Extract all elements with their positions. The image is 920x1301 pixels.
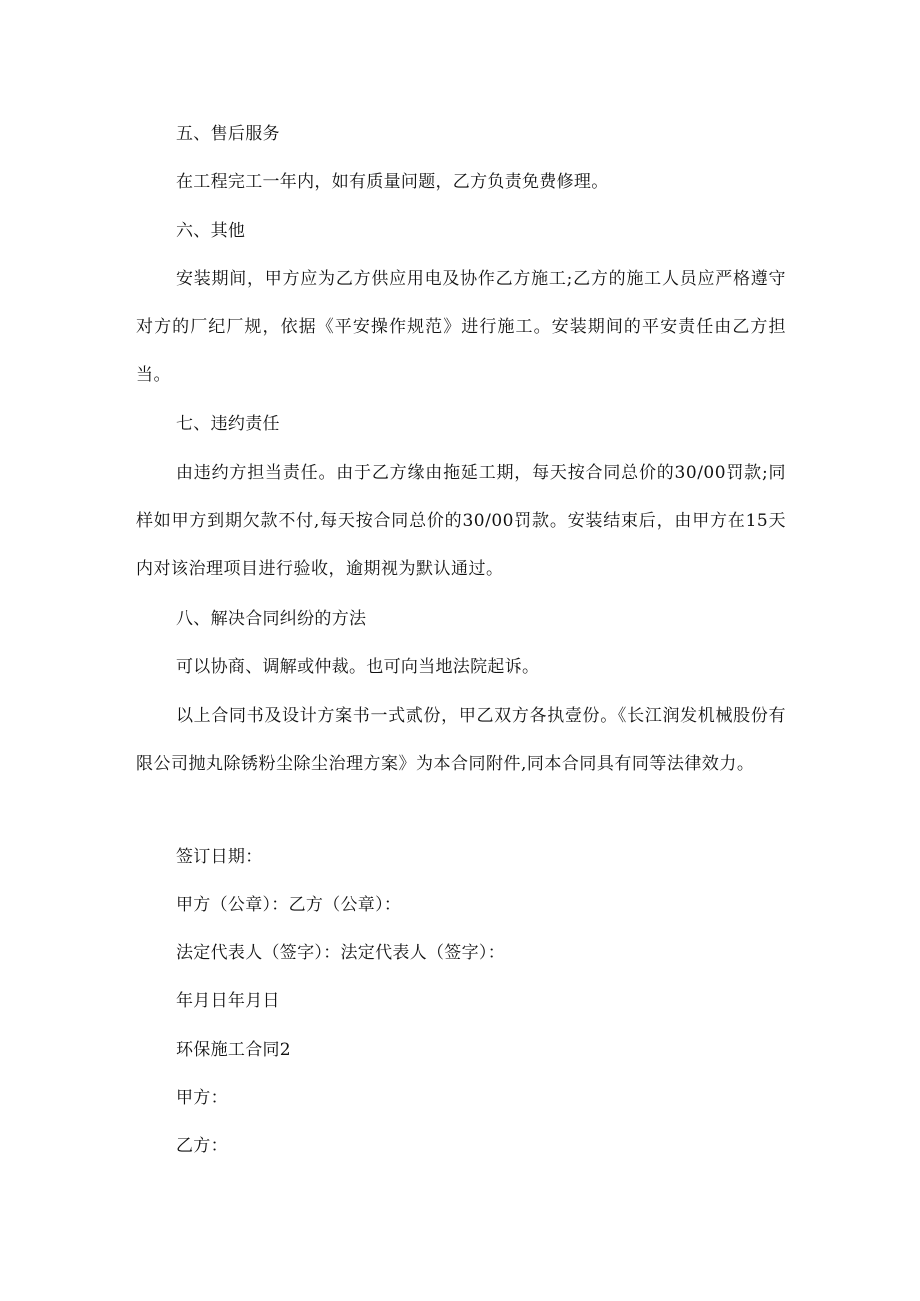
signing-representative-line: 法定代表人（签字）：法定代表人（签字）： — [176, 943, 505, 963]
section-5-heading: 五、售后服务 — [176, 124, 280, 144]
signing-date-line: 年月日年月日 — [176, 991, 280, 1011]
section-5-body: 在工程完工一年内，如有质量问题，乙方负责免费修理。 — [176, 172, 609, 192]
section-7-body: 由违约方担当责任。由于乙方缘由拖延工期，每天按合同总价的30/00罚款;同样如甲方到期欠款不付,每天按合同总价的30/00罚款。安装结束后，由甲方在15天内对该治理项目进行验收，逾期视为默认通过。 — [136, 463, 786, 579]
signing-date-label: 签订日期： — [176, 847, 263, 867]
signing-seal-line: 甲方（公章）：乙方（公章）： — [176, 895, 402, 915]
section-8-heading: 八、解决合同纠纷的方法 — [176, 609, 367, 629]
section-8-body: 可以协商、调解或仲裁。也可向当地法院起诉。 — [176, 657, 540, 677]
next-contract-title: 环保施工合同2 — [176, 1040, 291, 1060]
next-contract-party-b: 乙方： — [176, 1136, 228, 1156]
section-6-body: 安装期间，甲方应为乙方供应用电及协作乙方施工;乙方的施工人员应严格遵守对方的厂纪厂规，依据《平安操作规范》进行施工。安装期间的平安责任由乙方担当。 — [136, 269, 786, 385]
section-7-heading: 七、违约责任 — [176, 414, 280, 434]
section-6-heading: 六、其他 — [176, 221, 246, 241]
closing-paragraph: 以上合同书及设计方案书一式贰份，甲乙双方各执壹份。《长江润发机械股份有限公司抛丸除锈粉尘除尘治理方案》为本合同附件,同本合同具有同等法律效力。 — [136, 706, 786, 774]
next-contract-party-a: 甲方： — [176, 1088, 228, 1108]
